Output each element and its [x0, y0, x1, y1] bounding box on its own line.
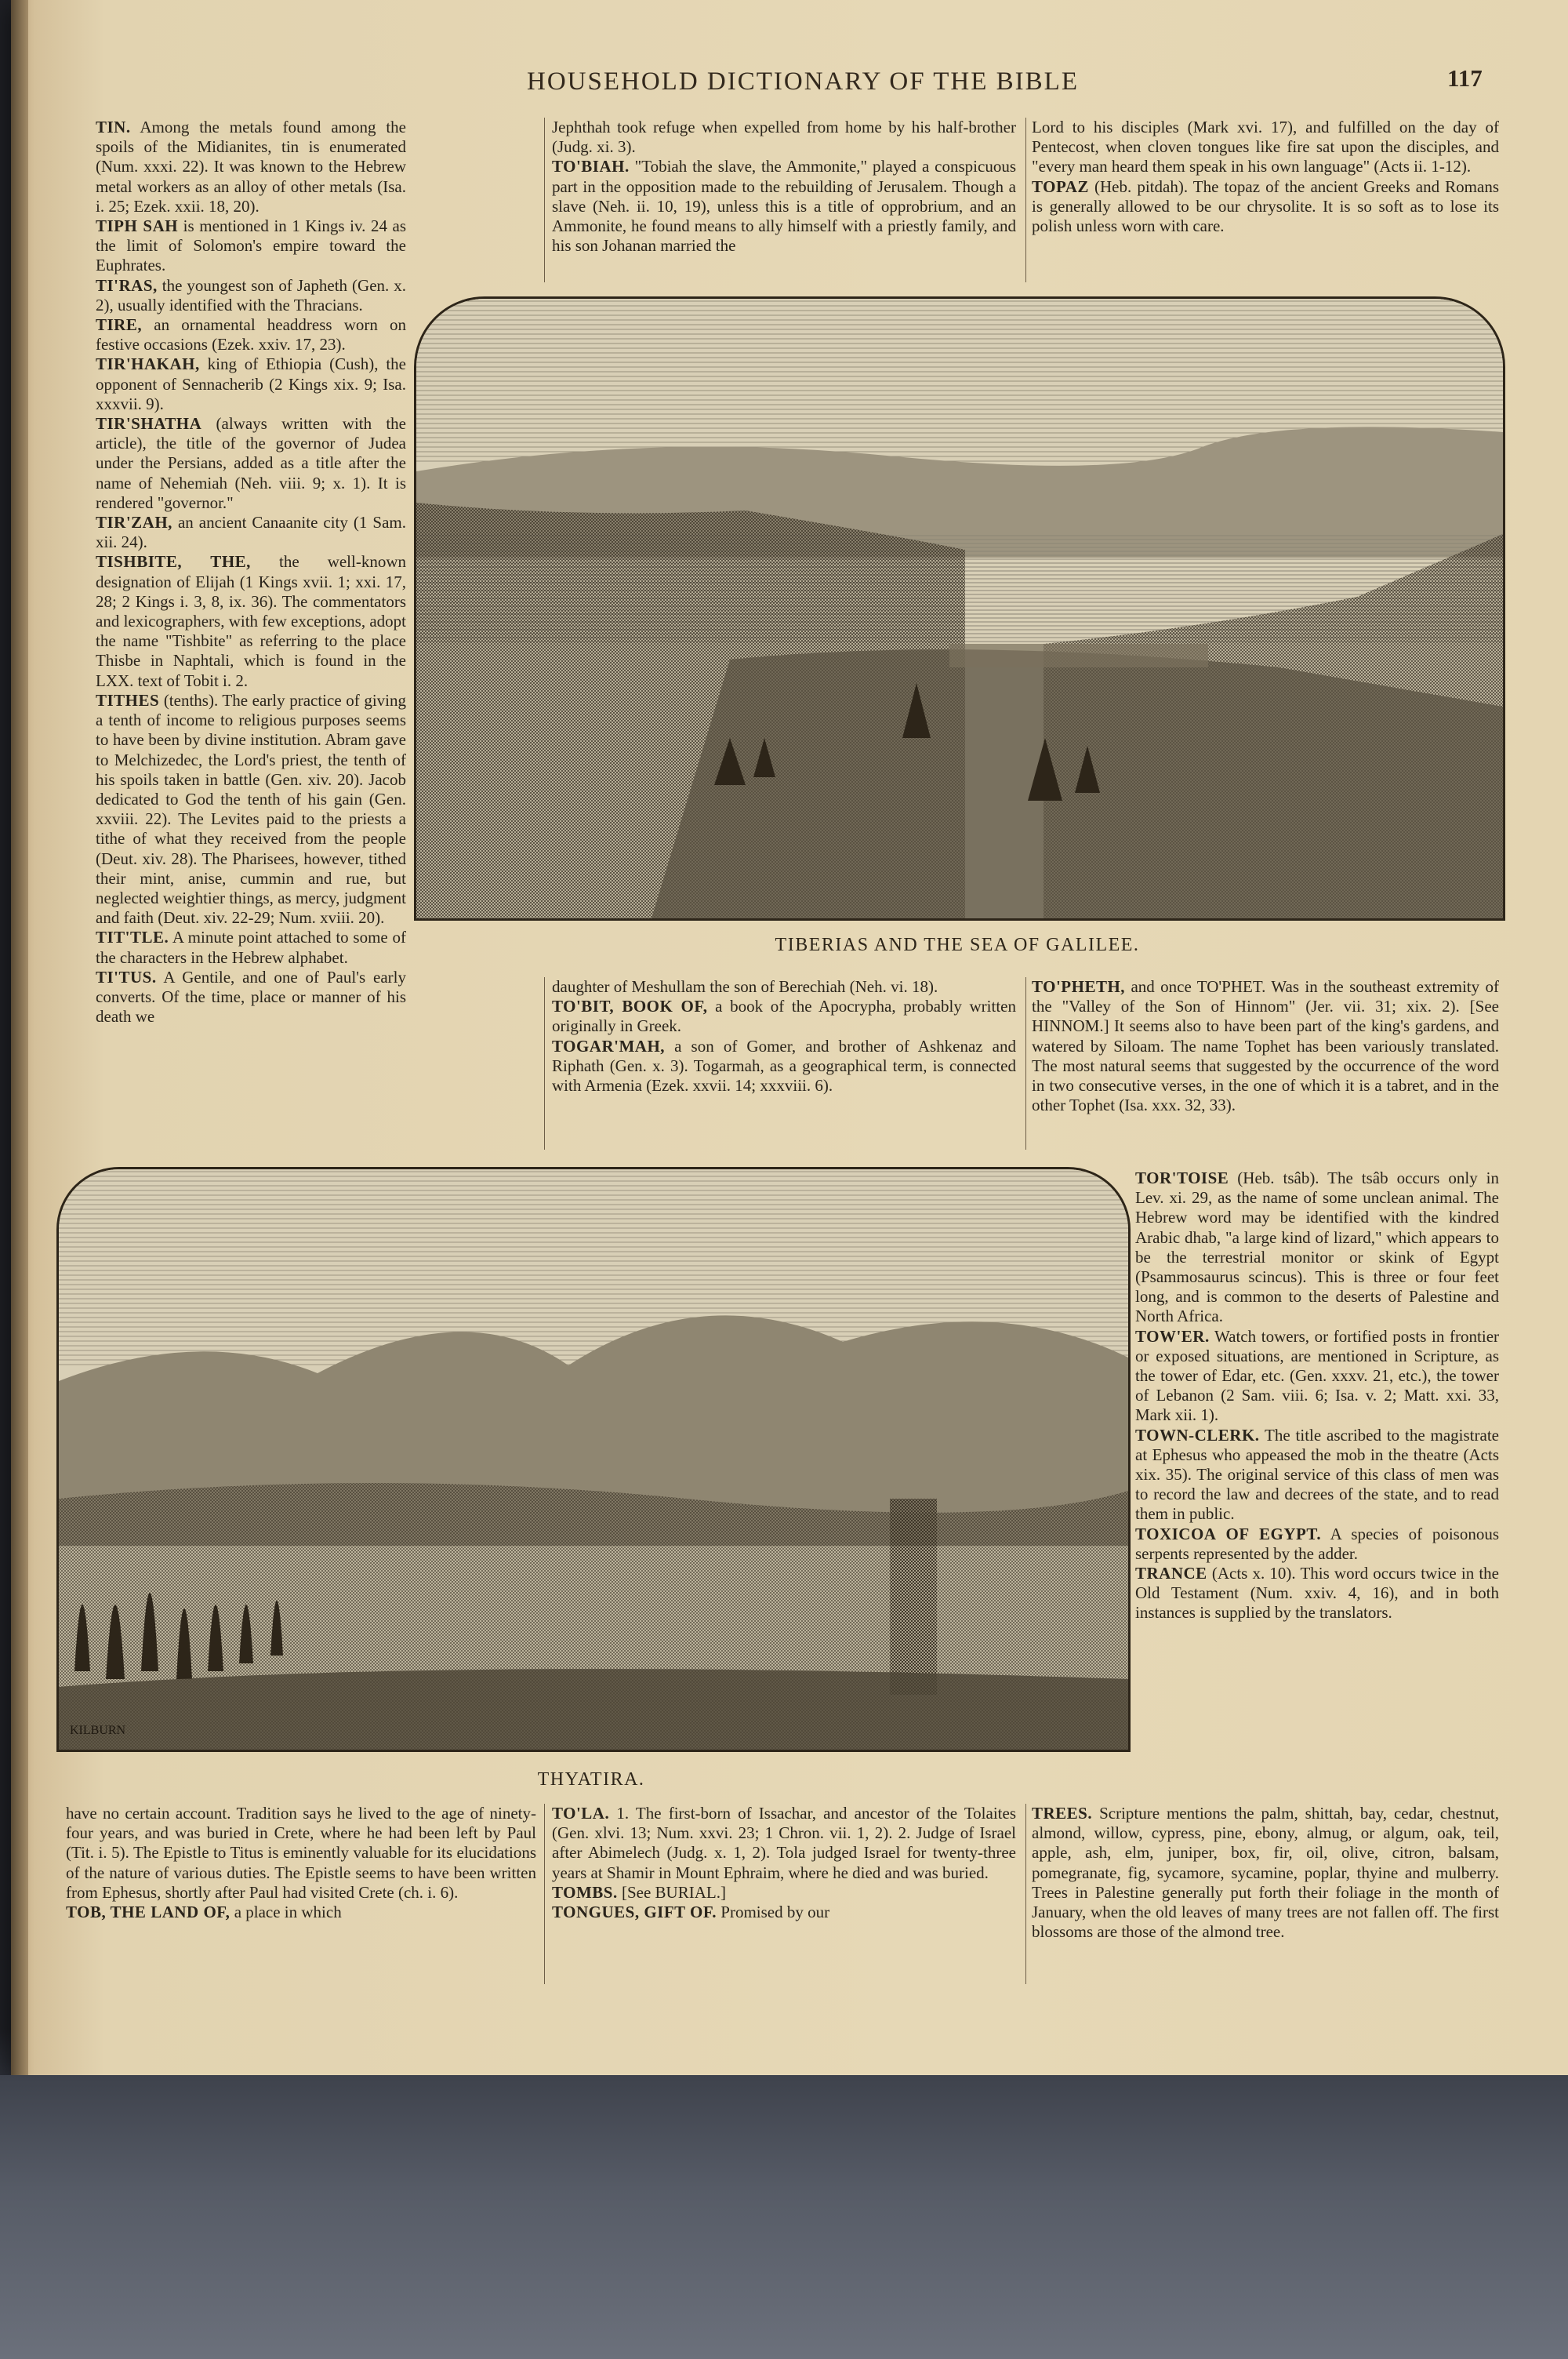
- entry-text: daughter of Meshullam the son of Berechiah (Neh. vi. 18).: [552, 977, 938, 996]
- entry-text: A species of poisonous serpents represented by the adder.: [1135, 1524, 1499, 1563]
- entry-text: "Tobiah the slave, the Ammonite," played a conspicuous part in the opposition made to the rebuilding of Jerusalem. Though a slave (Neh. ii. 10, 19), unless this is a title of opprobrium, and an Ammonite, he found means to ally himself with a priestly family, and his son Johanan married the: [552, 157, 1016, 256]
- entry-text: a book of the Apocrypha, probably written originally in Greek.: [552, 997, 1016, 1036]
- entry-headword: TOGAR'MAH,: [552, 1036, 666, 1056]
- entry-headword: TIR'HAKAH,: [96, 354, 200, 374]
- entry-headword: TI'RAS,: [96, 275, 158, 295]
- entry-headword: TOPAZ: [1032, 176, 1089, 196]
- table-surface: [0, 2075, 1568, 2359]
- entry-headword: TO'BIT, BOOK OF,: [552, 997, 708, 1016]
- entry-headword: TOB, THE LAND OF,: [66, 1903, 230, 1922]
- column-right-narrow: [1135, 1169, 1499, 1796]
- figure-tiberias: [414, 296, 1505, 921]
- dictionary-entry: [66, 1903, 536, 1922]
- dictionary-entry: [552, 1804, 1016, 1883]
- entry-text: is mentioned in 1 Kings iv. 24 as the limit of Solomon's empire toward the Euphrates.: [96, 216, 406, 275]
- entry-text: (always written with the article), the title of the governor of Judea under the Persians, added as a title after the name of Nehemiah (Neh. viii. 9; x. 1). It is rendered "governor.": [96, 414, 406, 512]
- entry-headword: TIR'SHATHA: [96, 414, 202, 434]
- column-rule: [1025, 118, 1026, 282]
- dictionary-entry: [552, 157, 1016, 256]
- entry-headword: TIT'TLE.: [96, 928, 169, 947]
- entry-headword: TRANCE: [1135, 1564, 1207, 1583]
- dictionary-entry: [1032, 118, 1499, 177]
- entry-text: a son of Gomer, and brother of Ashkenaz and Riphath (Gen. x. 3). Togarmah, as a geographical term, is connected with Armenia (Ezek. xxvii. 14; xxxviii. 6).: [552, 1036, 1016, 1096]
- entry-text: Scripture mentions the palm, shittah, bay, cedar, chestnut, almond, willow, cypress, pine, ebony, almug, or algum, oak, teil, apple, ash, elm, juniper, box, fir, oil, olive, citron, balsam, pomegranate, fig, sycamore, sycamine, poplar, thyine and mulberry. Trees in Palestine generally put forth their foliage in the month of January, when the old leaves of many trees are not fallen off. The first blossoms are those of the almond tree.: [1032, 1804, 1499, 1942]
- entry-headword: TOR'TOISE: [1135, 1169, 1229, 1187]
- column-bottom-middle: [552, 1804, 1016, 1984]
- entry-headword: TIR'ZAH,: [96, 513, 172, 533]
- entry-text: Lord to his disciples (Mark xvi. 17), and fulfilled on the day of Pentecost, when cloven tongues like fire sat upon the disciples, and "every man heard them speak in his own language" (Acts ii. 1-12).: [1032, 118, 1499, 176]
- figure-caption-tiberias: TIBERIAS AND THE SEA OF GALILEE.: [775, 935, 1140, 955]
- dictionary-entry: [96, 216, 406, 276]
- entry-headword: TONGUES, GIFT OF.: [552, 1903, 717, 1922]
- dictionary-entry: [66, 1804, 536, 1903]
- column-top-right: [1032, 118, 1499, 282]
- entry-headword: TIRE,: [96, 315, 143, 335]
- entry-text: 1. The first-born of Issachar, and ancestor of the Tolaites (Gen. xlvi. 13; Num. xxvi. 23; 1 Chron. vii. 1, 2). 2. Judge of Israel after Abimelech (Judg. x. 1, 2). Tola judged Israel for twenty-three years at Shamir in Mount Ephraim, where he died and was buried.: [552, 1804, 1016, 1882]
- entry-headword: TIN.: [96, 118, 131, 136]
- entry-text: the well-known designation of Elijah (1 Kings xvii. 1; xxi. 17, 28; 2 Kings i. 3, 8, ix. 36). The commentators and lexicographers, with few exceptions, adopt the name "Tishbite" as referring to the place Thisbe in Naphtali, which is found in the LXX. text of Tobit i. 2.: [96, 552, 406, 690]
- dictionary-entry: [552, 1883, 1016, 1903]
- entry-text: an ornamental headdress worn on festive occasions (Ezek. xxiv. 17, 23).: [96, 315, 406, 354]
- dictionary-entry: [96, 928, 406, 967]
- entry-text: the youngest son of Japheth (Gen. x. 2), usually identified with the Thracians.: [96, 275, 406, 314]
- column-mid-right: [1032, 977, 1499, 1165]
- column-mid-middle: [552, 977, 1016, 1150]
- running-title: HOUSEHOLD DICTIONARY OF THE BIBLE: [527, 67, 1079, 96]
- column-rule: [544, 1804, 545, 1984]
- column-rule: [544, 118, 545, 282]
- page-number: 117: [1447, 64, 1483, 92]
- entry-text: a place in which: [234, 1903, 342, 1922]
- entry-headword: TOMBS.: [552, 1882, 618, 1902]
- column-top-middle: [552, 118, 1016, 282]
- entry-headword: TOXICOA OF EGYPT.: [1135, 1524, 1322, 1543]
- entry-text: (Heb. tsâb). The tsâb occurs only in Lev. xi. 29, as the name of some unclean animal. The Hebrew word may be identified with the kindred Arabic dhab, "a large kind of lizard," which appears to be the terrestrial monitor or skink of Egypt (Psammosaurus scincus). This is three or four feet long, and is common to the deserts of Palestine and North Africa.: [1135, 1169, 1499, 1326]
- dictionary-entry: [552, 1903, 1016, 1922]
- entry-text: (Heb. pitdah). The topaz of the ancient Greeks and Romans is generally allowed to be our chrysolite. It is so soft as to lose its polish unless worn with care.: [1032, 176, 1499, 236]
- dictionary-entry: [1032, 177, 1499, 237]
- entry-text: Among the metals found among the spoils of the Midianites, tin is enumerated (Num. xxxi. 22). It was known to the Hebrew metal workers as an alloy of other metals (Isa. i. 25; Ezek. xxii. 18, 20).: [96, 118, 406, 216]
- dictionary-entry: [96, 513, 406, 552]
- entry-text: A Gentile, and one of Paul's early converts. Of the time, place or manner of his death we: [96, 967, 406, 1027]
- entry-text: (Acts x. 10). This word occurs twice in the Old Testament (Num. xxiv. 4, 16), and in both instances is supplied by the translators.: [1135, 1564, 1499, 1623]
- dictionary-entry: [1135, 1327, 1499, 1426]
- dictionary-entry: [96, 315, 406, 354]
- column-bottom-left: [66, 1804, 536, 1984]
- entry-text: [See BURIAL.]: [621, 1882, 726, 1902]
- figure-caption-thyatira: THYATIRA.: [537, 1769, 645, 1790]
- entry-headword: TITHES: [96, 690, 160, 710]
- entry-text: Jephthah took refuge when expelled from home by his half-brother (Judg. xi. 3).: [552, 118, 1016, 157]
- entry-text: The title ascribed to the magistrate at Ephesus who appeased the mob in the theatre (Acts xix. 35). The original service of this class of men was to record the law and decrees of the state, and to read them in public.: [1135, 1425, 1499, 1524]
- entry-headword: TO'PHETH,: [1032, 977, 1126, 996]
- entry-text: (tenths). The early practice of giving a tenth of income to religious purposes seems to have been by divine institution. Abram gave to Melchizedec, the Lord's priest, the tenth of his spoils taken in battle (Gen. xiv. 20). Jacob dedicated to God the tenth of his gain (Gen. xxviii. 22). The Levites paid to the priests a tithe of what they received from the people (Deut. xiv. 28). The Pharisees, however, tithed their mint, anise, cummin and rue, but neglected weightier things, as mercy, judgment and faith (Deut. xiv. 22-29; Num. xviii. 20).: [96, 690, 406, 928]
- dictionary-entry: [1032, 977, 1499, 1115]
- column-rule: [1025, 1804, 1026, 1984]
- dictionary-entry: [96, 968, 406, 1027]
- entry-headword: TOW'ER.: [1135, 1326, 1210, 1346]
- column-bottom-right: [1032, 1804, 1499, 1984]
- dictionary-entry: [96, 691, 406, 928]
- entry-text: king of Ethiopia (Cush), the opponent of Sennacherib (2 Kings xix. 9; Isa. xxxvii. 9).: [96, 354, 406, 413]
- dictionary-entry: [96, 354, 406, 414]
- engraver-signature: KILBURN: [70, 1724, 126, 1737]
- entry-text: have no certain account. Tradition says he lived to the age of ninety-four years, and was buried in Crete, where he had been left by Paul (Tit. i. 5). The Epistle to Titus is eminently valuable for its elucidations of the nature of various duties. The Epistle seems to have been written from Ephesus, shortly after Paul had visited Crete (ch. i. 6).: [66, 1804, 536, 1902]
- dictionary-entry: [552, 1037, 1016, 1096]
- entry-headword: TI'TUS.: [96, 967, 157, 987]
- entry-text: and once TO'PHET. Was in the southeast extremity of the "Valley of the Son of Hinnom" (Jer. vii. 31; xix. 2). [See HINNOM.] It seems also to have been part of the king's gardens, and watered by Siloam. The name Tophet has been variously translated. The most natural seems that suggested by the occurrence of the word in two consecutive verses, in the one of which it is a tabret, and in the other Tophet (Isa. xxx. 32, 33).: [1032, 977, 1499, 1115]
- column-top-left: [96, 118, 406, 1145]
- book-page: [11, 0, 1568, 2075]
- dictionary-entry: [552, 997, 1016, 1036]
- figure-thyatira: [56, 1167, 1131, 1752]
- entry-text: an ancient Canaanite city (1 Sam. xii. 24).: [96, 513, 406, 552]
- dictionary-entry: [1032, 1804, 1499, 1942]
- dictionary-entry: [96, 276, 406, 315]
- dictionary-entry: [1135, 1564, 1499, 1623]
- engraving-tiberias: [416, 299, 1503, 918]
- dictionary-entry: [552, 977, 1016, 997]
- dictionary-entry: [96, 414, 406, 513]
- entry-headword: TISHBITE, THE,: [96, 552, 251, 572]
- entry-headword: TIPH SAH: [96, 216, 179, 236]
- entry-text: A minute point attached to some of the characters in the Hebrew alphabet.: [96, 928, 406, 967]
- dictionary-entry: [552, 118, 1016, 157]
- dictionary-entry: [1135, 1426, 1499, 1525]
- entry-headword: TO'BIAH.: [552, 157, 630, 176]
- page-gutter-edge: [11, 0, 28, 2075]
- dictionary-entry: [1135, 1169, 1499, 1327]
- engraving-thyatira: [59, 1169, 1128, 1750]
- column-rule: [1025, 977, 1026, 1150]
- entry-headword: TO'LA.: [552, 1804, 610, 1823]
- entry-text: Watch towers, or fortified posts in frontier or exposed situations, are mentioned in Scripture, as the tower of Edar, etc. (Gen. xxxv. 21, etc.), the tower of Lebanon (2 Sam. viii. 6; Isa. v. 2; Matt. xxi. 33, Mark xii. 1).: [1135, 1326, 1499, 1425]
- dictionary-entry: [96, 552, 406, 690]
- dictionary-entry: [1135, 1525, 1499, 1564]
- dictionary-entry: [96, 118, 406, 216]
- entry-text: Promised by our: [720, 1903, 830, 1922]
- column-rule: [544, 977, 545, 1150]
- entry-headword: TOWN-CLERK.: [1135, 1425, 1260, 1445]
- entry-headword: TREES.: [1032, 1804, 1093, 1823]
